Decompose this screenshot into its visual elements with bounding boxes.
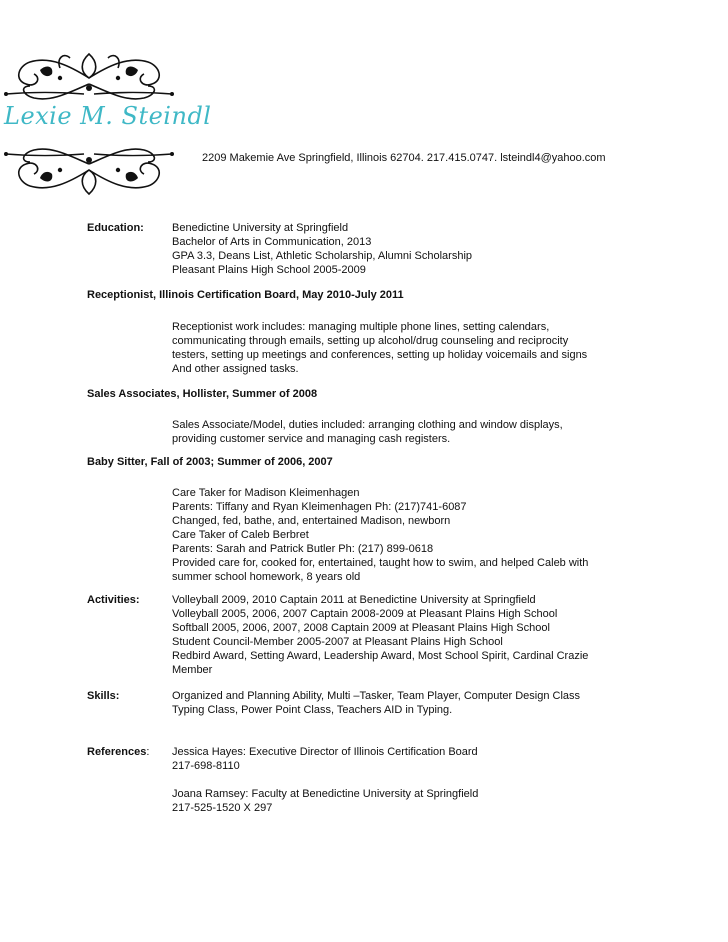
education-label: Education: — [87, 222, 144, 234]
activities-label: Activities: — [87, 594, 140, 606]
activity-line: Redbird Award, Setting Award, Leadership Award, Most School Spirit, Cardinal Crazie — [172, 650, 589, 662]
job-details-sales — [87, 418, 647, 446]
references-label-text: References — [87, 746, 147, 758]
activity-line: Volleyball 2005, 2006, 2007 Captain 2008-2009 at Pleasant Plains High School — [172, 608, 558, 620]
reference-line: 217-525-1520 X 297 — [172, 802, 273, 814]
flourish-ornament-bottom-icon — [0, 140, 178, 200]
education-line: Bachelor of Arts in Communication, 2013 — [172, 236, 372, 248]
job-line: And other assigned tasks. — [172, 363, 299, 375]
job-heading-sales: Sales Associates, Hollister, Summer of 2008 — [87, 388, 318, 400]
education-line: GPA 3.3, Deans List, Athletic Scholarship, Alumni Scholarship — [172, 250, 473, 262]
job-details-babysitter — [87, 486, 647, 584]
signature-name: Lexie M. Steindl — [4, 102, 212, 130]
education-line: Benedictine University at Springfield — [172, 222, 349, 234]
job-line: providing customer service and managing cash registers. — [172, 433, 451, 445]
activity-line: Student Council-Member 2005-2007 at Pleasant Plains High School — [172, 636, 503, 648]
job-line: Parents: Sarah and Patrick Butler Ph: (217) 899-0618 — [172, 543, 434, 555]
flourish-ornament-top-icon — [0, 48, 178, 110]
skills-label: Skills: — [87, 690, 120, 702]
activity-line: Volleyball 2009, 2010 Captain 2011 at Benedictine University at Springfield — [172, 594, 536, 606]
job-line: Parents: Tiffany and Ryan Kleimenhagen Ph: (217)741-6087 — [172, 501, 467, 513]
job-line: testers, setting up meetings and conferences, setting up holiday voicemails and signs — [172, 349, 588, 361]
job-line: communicating through emails, setting up alcohol/drug counseling and reciprocity — [172, 335, 569, 347]
job-heading-receptionist: Receptionist, Illinois Certification Board, May 2010-July 2011 — [87, 289, 404, 301]
activity-line: Member — [172, 664, 213, 676]
reference-line: Jessica Hayes: Executive Director of Illinois Certification Board — [172, 746, 478, 758]
job-details-receptionist — [87, 320, 647, 376]
reference-line: 217-698-8110 — [172, 760, 240, 772]
education-line: Pleasant Plains High School 2005-2009 — [172, 264, 366, 276]
education-lines — [172, 221, 647, 277]
references-label-colon: : — [146, 746, 150, 758]
skills-section — [87, 689, 647, 717]
job-heading-babysitter: Baby Sitter, Fall of 2003; Summer of 2006, 2007 — [87, 456, 333, 468]
references-section — [87, 745, 647, 815]
job-line: Changed, fed, bathe, and, entertained Madison, newborn — [172, 515, 451, 527]
references-label — [87, 745, 149, 759]
activities-section — [87, 593, 647, 677]
contact-info: 2209 Makemie Ave Springfield, Illinois 62704. 217.415.0747. lsteindl4@yahoo.com — [202, 152, 606, 164]
skill-line: Typing Class, Power Point Class, Teachers AID in Typing. — [172, 704, 453, 716]
job-line: Care Taker of Caleb Berbret — [172, 529, 309, 541]
job-line: Sales Associate/Model, duties included: arranging clothing and window displays, — [172, 419, 563, 431]
job-line: Care Taker for Madison Kleimenhagen — [172, 487, 360, 499]
reference-spacer — [172, 773, 647, 787]
job-line: Provided care for, cooked for, entertained, taught how to swim, and helped Caleb with — [172, 557, 589, 569]
job-line: summer school homework, 8 years old — [172, 571, 361, 583]
skill-line: Organized and Planning Ability, Multi –Tasker, Team Player, Computer Design Class — [172, 690, 581, 702]
education-section — [87, 221, 647, 277]
job-line: Receptionist work includes: managing multiple phone lines, setting calendars, — [172, 321, 550, 333]
activity-line: Softball 2005, 2006, 2007, 2008 Captain 2009 at Pleasant Plains High School — [172, 622, 550, 634]
reference-line: Joana Ramsey: Faculty at Benedictine University at Springfield — [172, 788, 479, 800]
